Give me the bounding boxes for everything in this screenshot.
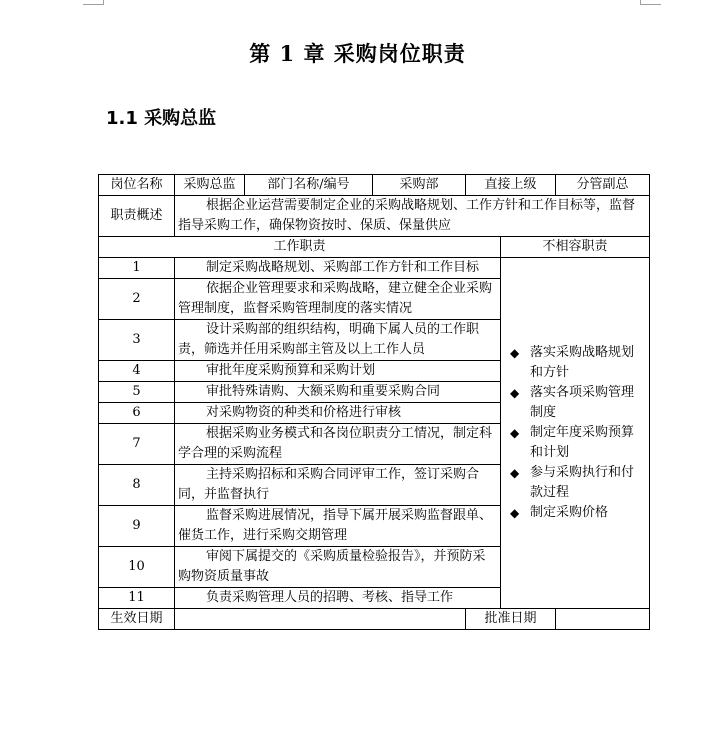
- page-corner-mark-right: [640, 0, 661, 5]
- diamond-bullet-icon: ◆: [510, 466, 520, 480]
- duties-header: 工作职责: [99, 237, 501, 258]
- section-header-row: [99, 237, 650, 258]
- job-description-table: [98, 174, 650, 630]
- incompatible-item: [508, 343, 646, 383]
- duty-number: 9: [99, 506, 175, 547]
- approval-date-label: 批准日期: [466, 609, 556, 630]
- incompatible-item: [508, 503, 646, 523]
- incompatible-list: [504, 343, 646, 523]
- incompatible-item: [508, 383, 646, 423]
- overview-label: 职责概述: [99, 196, 175, 237]
- duty-number: 6: [99, 403, 175, 424]
- position-label: 岗位名称: [99, 175, 175, 196]
- duty-number: 4: [99, 361, 175, 382]
- duty-text: 对采购物资的种类和价格进行审核: [175, 403, 501, 424]
- incompatible-item-text: 制定采购价格: [530, 505, 609, 520]
- diamond-bullet-icon: ◆: [510, 346, 520, 360]
- duty-text: 主持采购招标和采购合同评审工作，签订采购合同，并监督执行: [175, 465, 501, 506]
- duty-number: 8: [99, 465, 175, 506]
- duty-number: 5: [99, 382, 175, 403]
- effective-date-label: 生效日期: [99, 609, 175, 630]
- diamond-bullet-icon: ◆: [510, 426, 520, 440]
- chapter-title: 第 1 章 采购岗位职责: [249, 41, 466, 66]
- duty-text: 负责采购管理人员的招聘、考核、指导工作: [175, 588, 501, 609]
- section-title: 1.1 采购总监: [106, 108, 217, 129]
- diamond-bullet-icon: ◆: [510, 386, 520, 400]
- duty-text: 制定采购战略规划、采购部工作方针和工作目标: [175, 258, 501, 279]
- approval-date-value: [556, 609, 650, 630]
- incompatible-item: [508, 463, 646, 503]
- duty-number: 1: [99, 258, 175, 279]
- duty-number: 2: [99, 279, 175, 320]
- duty-text: 审批特殊请购、大额采购和重要采购合同: [175, 382, 501, 403]
- incompatible-item-text: 参与采购执行和付款过程: [530, 465, 635, 500]
- duty-text: 监督采购进展情况，指导下属开展采购监督跟单、催货工作，进行采购交期管理: [175, 506, 501, 547]
- incompatible-item: [508, 423, 646, 463]
- incompatible-cell: [501, 258, 650, 609]
- duty-text: 设计采购部的组织结构，明确下属人员的工作职责，筛选并任用采购部主管及以上工作人员: [175, 320, 501, 361]
- footer-row: [99, 609, 650, 630]
- duty-row: [99, 258, 650, 279]
- diamond-bullet-icon: ◆: [510, 506, 520, 520]
- effective-date-value: [175, 609, 466, 630]
- duty-number: 11: [99, 588, 175, 609]
- superior-label: 直接上级: [466, 175, 556, 196]
- duty-text: 依据企业管理要求和采购战略，建立健全企业采购管理制度，监督采购管理制度的落实情况: [175, 279, 501, 320]
- dept-value: 采购部: [373, 175, 466, 196]
- duty-number: 10: [99, 547, 175, 588]
- header-row: [99, 175, 650, 196]
- duty-number: 3: [99, 320, 175, 361]
- duty-text: 审批年度采购预算和采购计划: [175, 361, 501, 382]
- duty-number: 7: [99, 424, 175, 465]
- incompatible-item-text: 落实各项采购管理制度: [530, 385, 635, 420]
- superior-value: 分管副总: [556, 175, 650, 196]
- dept-label: 部门名称/编号: [245, 175, 373, 196]
- incompatible-item-text: 落实采购战略规划和方针: [530, 345, 635, 380]
- page-corner-mark-left: [83, 0, 104, 5]
- position-value: 采购总监: [175, 175, 245, 196]
- overview-text: 根据企业运营需要制定企业的采购战略规划、工作方针和工作目标等，监督指导采购工作，确保物资按时、保质、保量供应: [175, 196, 650, 237]
- duty-text: 根据采购业务模式和各岗位职责分工情况，制定科学合理的采购流程: [175, 424, 501, 465]
- incompatible-header: 不相容职责: [501, 237, 650, 258]
- duty-text: 审阅下属提交的《采购质量检验报告》，并预防采购物资质量事故: [175, 547, 501, 588]
- incompatible-item-text: 制定年度采购预算和计划: [530, 425, 635, 460]
- overview-row: [99, 196, 650, 237]
